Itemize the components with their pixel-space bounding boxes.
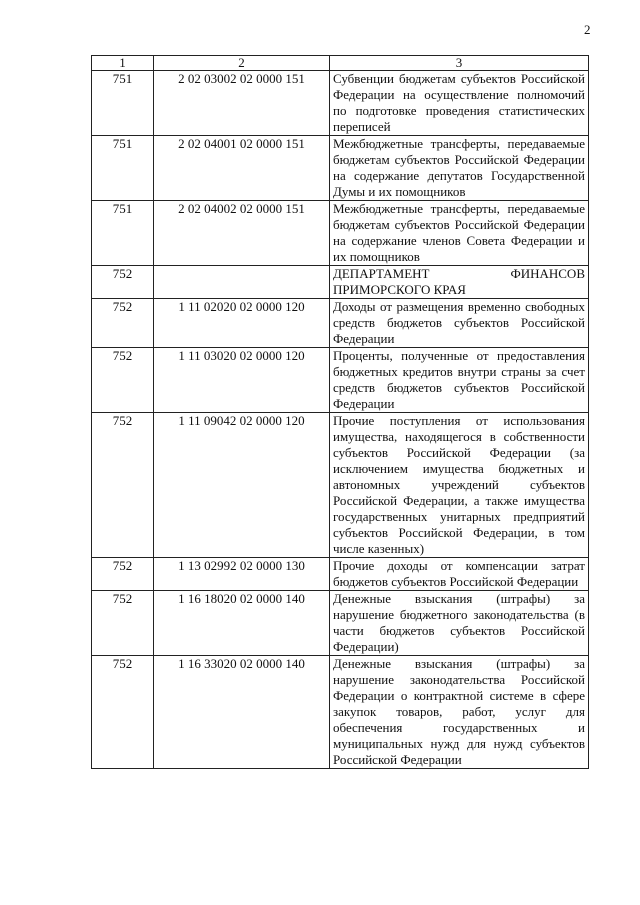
- revenue-name-cell: Субвенции бюджетам субъектов Российской Федерации на осуществление полномочий по подготовке проведения статистических переписей: [330, 71, 589, 136]
- column-header-name: 3: [330, 56, 589, 71]
- admin-code-cell: 752: [92, 413, 154, 558]
- admin-code-cell: 752: [92, 656, 154, 769]
- revenue-code-table: [91, 55, 589, 769]
- table-row: [92, 136, 589, 201]
- admin-code-cell: 752: [92, 266, 154, 299]
- table-row: [92, 591, 589, 656]
- revenue-name-cell: Прочие доходы от компенсации затрат бюджетов субъектов Российской Федерации: [330, 558, 589, 591]
- revenue-code-cell: [154, 266, 330, 299]
- revenue-name-cell: Денежные взыскания (штрафы) за нарушение бюджетного законодательства (в части бюджетов субъектов Российской Федерации): [330, 591, 589, 656]
- revenue-name-cell: Проценты, полученные от предоставления бюджетных кредитов внутри страны за счет средств бюджетов субъектов Российской Федерации: [330, 348, 589, 413]
- column-header-admin: 1: [92, 56, 154, 71]
- revenue-code-cell: 1 11 03020 02 0000 120: [154, 348, 330, 413]
- revenue-code-cell: 1 11 09042 02 0000 120: [154, 413, 330, 558]
- admin-code-cell: 752: [92, 348, 154, 413]
- admin-code-cell: 752: [92, 558, 154, 591]
- revenue-name-cell: Денежные взыскания (штрафы) за нарушение законодательства Российской Федерации о контрактной системе в сфере закупок товаров, работ, услуг для обеспечения государственных и муниципальных нужд для нужд субъектов Российской Федерации: [330, 656, 589, 769]
- admin-code-cell: 751: [92, 201, 154, 266]
- admin-code-cell: 752: [92, 299, 154, 348]
- table-row: [92, 71, 589, 136]
- table-row: [92, 201, 589, 266]
- revenue-code-cell: 2 02 04001 02 0000 151: [154, 136, 330, 201]
- revenue-code-cell: 2 02 03002 02 0000 151: [154, 71, 330, 136]
- revenue-code-cell: 2 02 04002 02 0000 151: [154, 201, 330, 266]
- revenue-name-cell: Прочие поступления от использования имущества, находящегося в собственности субъектов Российской Федерации (за исключением имущества бюджетных и автономных учреждений субъектов Российской Федерации, а также имущества государственных унитарных предприятий субъектов Российской Федерации, в том числе казенных): [330, 413, 589, 558]
- table-row: [92, 558, 589, 591]
- department-name-cell: ДЕПАРТАМЕНТ ФИНАНСОВ ПРИМОРСКОГО КРАЯ: [330, 266, 589, 299]
- table-row: [92, 656, 589, 769]
- revenue-code-cell: 1 13 02992 02 0000 130: [154, 558, 330, 591]
- table-row: [92, 413, 589, 558]
- admin-code-cell: 751: [92, 136, 154, 201]
- page-number: 2: [584, 22, 591, 37]
- admin-code-cell: 752: [92, 591, 154, 656]
- revenue-name-cell: Доходы от размещения временно свободных средств бюджетов субъектов Российской Федерации: [330, 299, 589, 348]
- revenue-name-cell: Межбюджетные трансферты, передаваемые бюджетам субъектов Российской Федерации на содержание депутатов Государственной Думы и их помощников: [330, 136, 589, 201]
- table-row: [92, 299, 589, 348]
- revenue-code-cell: 1 11 02020 02 0000 120: [154, 299, 330, 348]
- column-header-code: 2: [154, 56, 330, 71]
- table-row: [92, 348, 589, 413]
- table-header-row: [92, 56, 589, 71]
- admin-code-cell: 751: [92, 71, 154, 136]
- revenue-code-cell: 1 16 33020 02 0000 140: [154, 656, 330, 769]
- revenue-name-cell: Межбюджетные трансферты, передаваемые бюджетам субъектов Российской Федерации на содержание членов Совета Федерации и их помощников: [330, 201, 589, 266]
- revenue-code-cell: 1 16 18020 02 0000 140: [154, 591, 330, 656]
- table-row-department: [92, 266, 589, 299]
